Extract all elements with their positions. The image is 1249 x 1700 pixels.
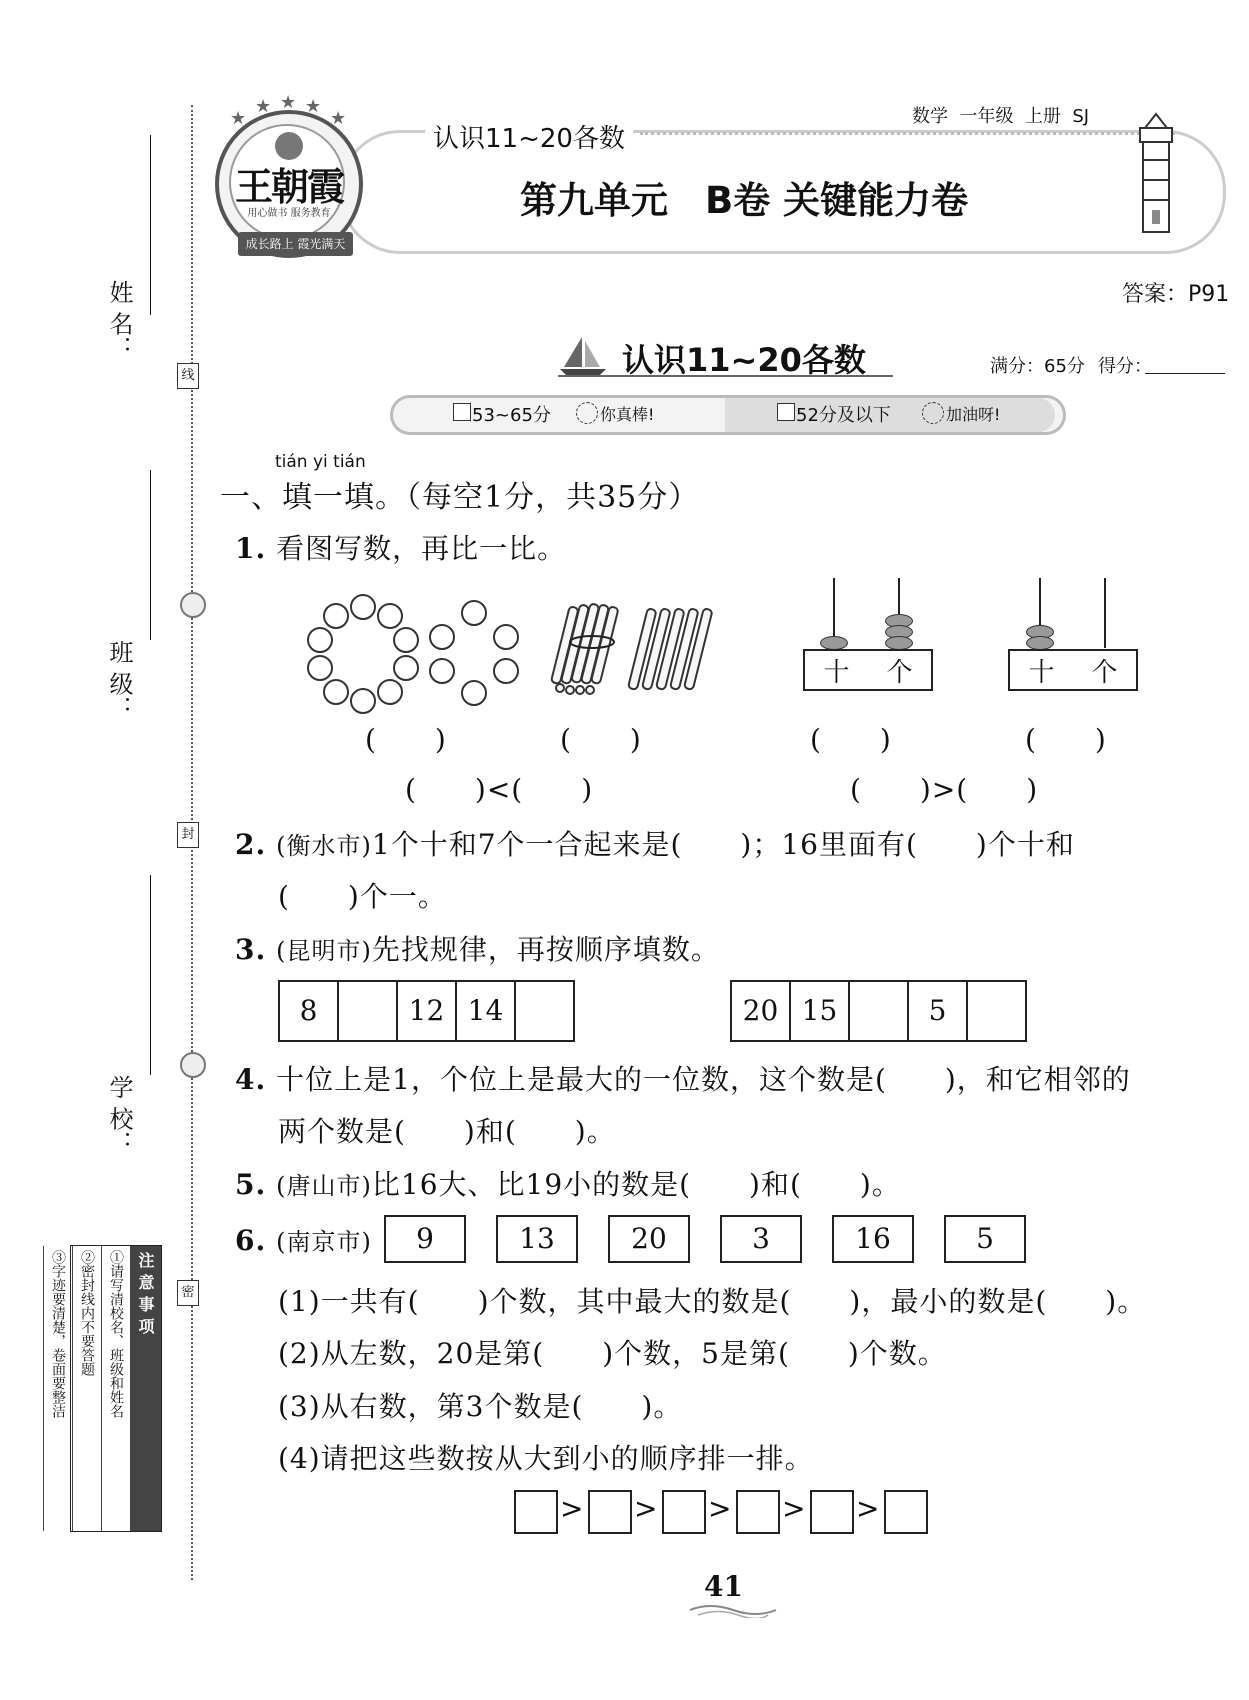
seq-cell-blank[interactable] <box>968 982 1025 1040</box>
gt-sign: > <box>782 1492 807 1525</box>
q1: 1. 看图写数，再比一比。 <box>235 532 567 565</box>
answer-blank[interactable]: ( ) <box>1025 723 1107 756</box>
q6-sub1: (1)一共有( )个数，其中最大的数是( )，最小的数是( )。 <box>278 1285 1147 1318</box>
seq-cell: 14 <box>457 982 516 1040</box>
gt-sign: > <box>856 1492 881 1525</box>
notice-item: ③字迹要清楚，卷面要整洁 <box>43 1246 72 1531</box>
answer-ref: 答案：P91 <box>1122 282 1230 307</box>
band-a-msg: 你真棒! <box>600 405 655 424</box>
notice-item: ②密封线内不要答题 <box>72 1246 101 1531</box>
score-blank[interactable] <box>1145 373 1225 374</box>
order-box[interactable] <box>810 1490 854 1534</box>
checkbox-b[interactable] <box>777 403 795 421</box>
number-card: 20 <box>608 1215 690 1263</box>
sequence-1 <box>278 980 575 1042</box>
checkbox-a[interactable] <box>453 403 471 421</box>
seq-cell: 5 <box>909 982 968 1040</box>
tag-xian: 线 <box>177 363 199 389</box>
answer-blank[interactable]: ( ) <box>365 723 447 756</box>
order-box[interactable] <box>884 1490 928 1534</box>
number-card: 9 <box>384 1215 466 1263</box>
q5: 5. (唐山市)比16大、比19小的数是( )和( )。 <box>235 1168 901 1201</box>
page-title: 第九单元 B卷 关键能力卷 <box>520 179 969 222</box>
part-title: 一、填一填。（每空1分，共35分） <box>220 480 700 515</box>
q2: 2. (衡水市)1个十和7个一合起来是( )；16里面有( )个十和 <box>235 828 1075 861</box>
order-box[interactable] <box>514 1490 558 1534</box>
class-label: 班 级： <box>105 640 133 720</box>
q2-line2: ( )个一。 <box>278 880 447 913</box>
notice-head: 注意事项 <box>130 1246 161 1531</box>
school-label: 学 校： <box>105 1075 133 1155</box>
logo-motto: 用心做书 服务教育 <box>247 208 331 219</box>
page-number: 41 <box>704 1570 743 1603</box>
seal-icon <box>180 592 206 618</box>
compare-greater[interactable]: ( )>( ) <box>850 773 1039 806</box>
q6-sub2: (2)从左数，20是第( )个数，5是第( )个数。 <box>278 1337 947 1370</box>
score-label: 得分： <box>1098 356 1152 377</box>
q4: 4. 十位上是1，个位上是最大的一位数，这个数是( )，和它相邻的 <box>235 1063 1131 1096</box>
star-icon: ★ <box>305 96 322 117</box>
number-card: 3 <box>720 1215 802 1263</box>
sequence-2 <box>730 980 1027 1042</box>
tag-feng: 封 <box>177 822 199 848</box>
seq-cell: 15 <box>791 982 850 1040</box>
gt-sign: > <box>560 1492 585 1525</box>
order-box[interactable] <box>736 1490 780 1534</box>
seq-cell-blank[interactable] <box>339 982 398 1040</box>
q6-sub3: (3)从右数，第3个数是( )。 <box>278 1390 683 1423</box>
seq-cell-blank[interactable] <box>850 982 909 1040</box>
gt-sign: > <box>634 1492 659 1525</box>
name-label: 姓 名： <box>105 280 133 360</box>
logo-brand: 王朝霞 <box>234 164 343 209</box>
order-box[interactable] <box>588 1490 632 1534</box>
tag-mi: 密 <box>177 1280 199 1306</box>
header-meta: 数学 一年级 上册 SJ <box>912 106 1090 127</box>
seal-icon <box>180 1052 206 1078</box>
seq-cell: 8 <box>280 982 339 1040</box>
answer-blank[interactable]: ( ) <box>810 723 892 756</box>
section-title: 认识11~20各数 <box>622 341 866 379</box>
star-icon: ★ <box>230 108 247 129</box>
full-score: 满分：65分 <box>990 356 1085 377</box>
star-icon: ★ <box>255 96 272 117</box>
band-a-range: 53~65分 <box>472 405 551 426</box>
q6-sub4: (4)请把这些数按从大到小的顺序排一排。 <box>278 1442 814 1475</box>
star-icon: ★ <box>280 92 297 113</box>
cheer-icon <box>922 402 944 424</box>
band-b-range: 52分及以下 <box>796 405 891 426</box>
pinyin: tián yi tián <box>275 452 366 472</box>
notice-item: ①请写清校名、班级和姓名 <box>101 1246 130 1531</box>
sailboat-icon <box>558 335 608 377</box>
q3: 3. (昆明市)先找规律，再按顺序填数。 <box>235 933 720 966</box>
number-card: 13 <box>496 1215 578 1263</box>
gt-sign: > <box>708 1492 733 1525</box>
seq-cell-blank[interactable] <box>516 982 573 1040</box>
lighthouse-icon <box>1135 110 1177 235</box>
seq-cell: 12 <box>398 982 457 1040</box>
sticks-bundle <box>548 598 713 698</box>
wave-icon <box>688 1602 778 1618</box>
seq-cell: 20 <box>732 982 791 1040</box>
star-icon: ★ <box>330 108 347 129</box>
notice-box <box>50 1245 162 1532</box>
number-card: 16 <box>832 1215 914 1263</box>
compare-less[interactable]: ( )<( ) <box>405 773 594 806</box>
logo-ribbon: 成长路上 霞光满天 <box>238 232 353 256</box>
order-box[interactable] <box>662 1490 706 1534</box>
number-card: 5 <box>944 1215 1026 1263</box>
q4-line2: 两个数是( )和( )。 <box>278 1115 616 1148</box>
smile-icon <box>576 402 598 424</box>
header-subtitle: 认识11~20各数 <box>425 118 633 155</box>
band-b-msg: 加油呀! <box>946 405 1001 424</box>
answer-blank[interactable]: ( ) <box>560 723 642 756</box>
q6: 6. (南京市) <box>235 1224 372 1257</box>
